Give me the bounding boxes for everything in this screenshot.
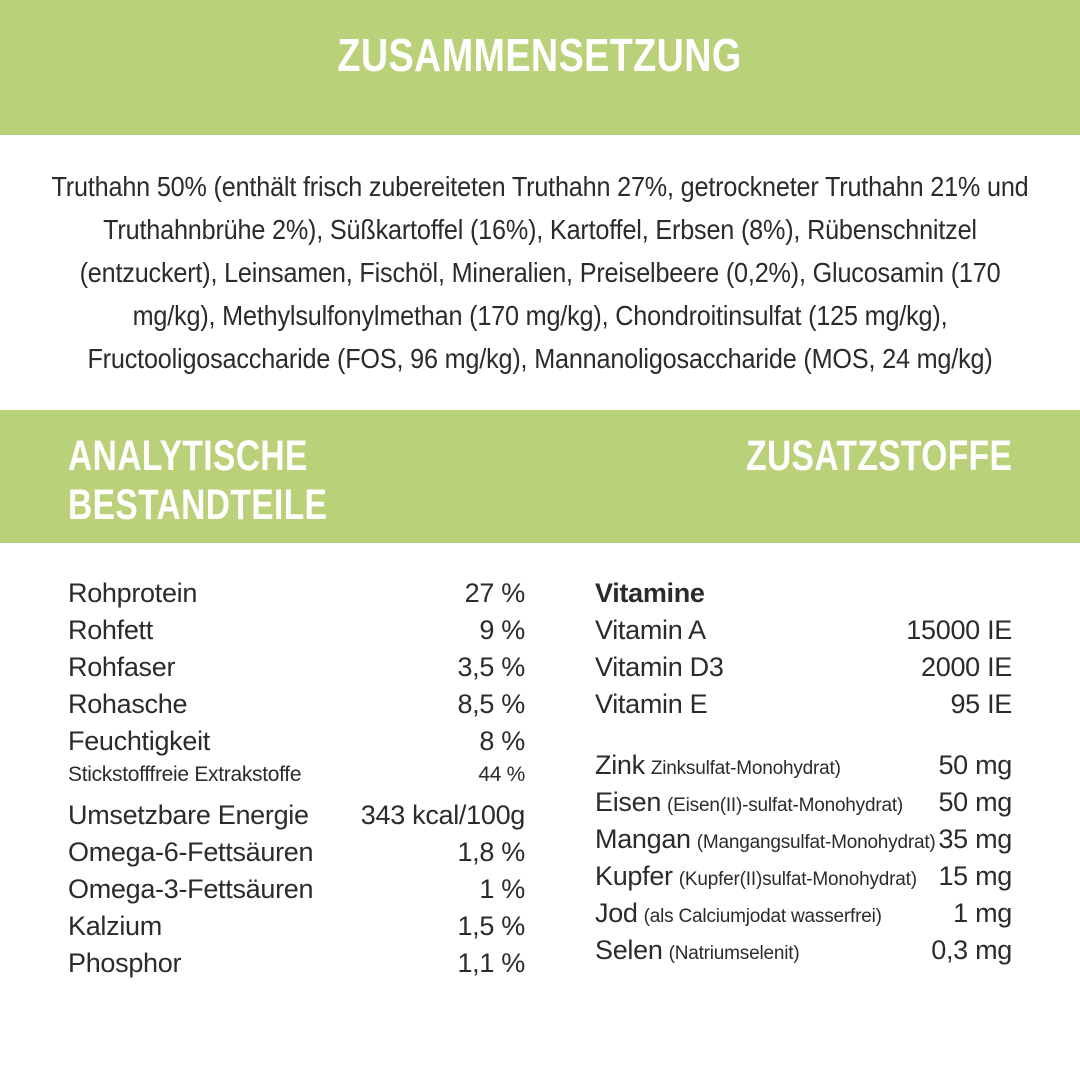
- mineral-row: [595, 824, 1012, 861]
- row-value: 95 IE: [950, 689, 1012, 719]
- composition-banner: [0, 0, 1080, 135]
- analytical-heading: [68, 432, 327, 530]
- row-label: Omega-3-Fettsäuren: [68, 874, 314, 904]
- mineral-label: [595, 898, 882, 929]
- row-value: 50 mg: [938, 750, 1012, 780]
- row-value: 15000 IE: [906, 615, 1012, 645]
- row-value: 8 %: [479, 726, 525, 756]
- row-value: 44 %: [478, 763, 525, 786]
- row-value: 1,5 %: [457, 911, 525, 941]
- analytical-row: [68, 689, 525, 726]
- mineral-note: (Natriumselenit): [668, 943, 800, 964]
- row-value: 1 mg: [953, 898, 1012, 928]
- row-label: Stickstofffreie Extrakstoffe: [68, 763, 302, 786]
- mineral-label: [595, 750, 841, 781]
- row-value: 8,5 %: [457, 689, 525, 719]
- minerals-rows: [595, 750, 1012, 972]
- tables-area: [0, 543, 1080, 985]
- analytical-table: [68, 578, 525, 985]
- mineral-row: [595, 750, 1012, 787]
- row-value: 2000 IE: [921, 652, 1012, 682]
- row-label: Vitamin A: [595, 615, 706, 645]
- vitamins-header: Vitamine: [595, 578, 705, 608]
- analytical-row: [68, 578, 525, 615]
- column-gap: [525, 578, 595, 985]
- additives-heading: ZUSATZSTOFFE: [745, 432, 1012, 480]
- analytical-row: [68, 800, 525, 837]
- row-value: 27 %: [464, 578, 525, 608]
- section-headings-banner: [0, 410, 1080, 543]
- analytical-heading-line1: ANALYTISCHE: [68, 432, 308, 480]
- mineral-label: [595, 787, 903, 818]
- row-value: 15 mg: [938, 861, 1012, 891]
- row-label: Vitamin E: [595, 689, 708, 719]
- row-label: Phosphor: [68, 948, 182, 978]
- row-value: 0,3 mg: [931, 935, 1012, 965]
- analytical-row: [68, 911, 525, 948]
- mineral-note: (Eisen(II)-sulfat-Monohydrat): [667, 795, 904, 816]
- mineral-row: [595, 898, 1012, 935]
- composition-section: [0, 135, 1080, 410]
- mineral-row: [595, 861, 1012, 898]
- vitamin-row: [595, 689, 1012, 726]
- analytical-row: [68, 837, 525, 874]
- row-label: Kalzium: [68, 911, 162, 941]
- row-value: 50 mg: [938, 787, 1012, 817]
- analytical-row: [68, 615, 525, 652]
- mineral-note: (als Calciumjodat wasserfrei): [643, 906, 882, 927]
- mineral-label: [595, 824, 936, 855]
- mineral-name: Zink: [595, 750, 645, 780]
- row-value: 1,1 %: [457, 948, 525, 978]
- row-value: 1,8 %: [457, 837, 525, 867]
- row-label: Feuchtigkeit: [68, 726, 210, 756]
- row-value: 9 %: [479, 615, 525, 645]
- mineral-name: Eisen: [595, 787, 662, 817]
- mineral-name: Jod: [595, 898, 638, 928]
- row-value: 343 kcal/100g: [360, 800, 525, 830]
- vitamin-row: [595, 652, 1012, 689]
- row-label: Rohprotein: [68, 578, 198, 608]
- additives-table: [595, 578, 1012, 985]
- analytical-row: [68, 948, 525, 985]
- analytical-row: [68, 763, 525, 800]
- vitamins-rows: [595, 615, 1012, 726]
- mineral-name: Kupfer: [595, 861, 673, 891]
- mineral-label: [595, 935, 799, 966]
- row-label: Rohfaser: [68, 652, 176, 682]
- mineral-row: [595, 935, 1012, 972]
- composition-title: ZUSAMMENSETZUNG: [337, 29, 743, 81]
- row-label: Rohfett: [68, 615, 153, 645]
- row-label: Rohasche: [68, 689, 188, 719]
- analytical-row: [68, 874, 525, 911]
- vitamins-header-row: [595, 578, 1012, 615]
- row-value: 35 mg: [938, 824, 1012, 854]
- analytical-heading-line2: BESTANDTEILE: [68, 481, 328, 529]
- mineral-row: [595, 787, 1012, 824]
- row-value: 1 %: [479, 874, 525, 904]
- vitamin-row: [595, 615, 1012, 652]
- analytical-row: [68, 726, 525, 763]
- mineral-note: (Kupfer(II)sulfat-Monohydrat): [678, 869, 917, 890]
- mineral-name: Selen: [595, 935, 663, 965]
- row-label: Umsetzbare Energie: [68, 800, 309, 830]
- row-value: 3,5 %: [457, 652, 525, 682]
- mineral-name: Mangan: [595, 824, 691, 854]
- mineral-note: Zinksulfat-Monohydrat): [650, 758, 841, 779]
- mineral-note: (Mangangsulfat-Monohydrat): [696, 832, 936, 853]
- row-label: Omega-6-Fettsäuren: [68, 837, 314, 867]
- analytical-row: [68, 652, 525, 689]
- mineral-label: [595, 861, 917, 892]
- composition-text: Truthahn 50% (enthält frisch zubereiteten Truthahn 27%, getrockneter Truthahn 21% und Truthahnbrühe 2%), Süßkartoffel (16%), Kartoffel, Erbsen (8%), Rübenschnitzel (entzuckert), Leinsamen, Fischöl, Mineralien, Preiselbeere (0,2%), Glucosamin (170 mg/kg), Methylsulfonylmethan (170 mg/kg), Chondroitinsulfat (125 mg/kg), Fructooligosaccharide (FOS, 96 mg/kg), Mannanoligosaccharide (MOS, 24 mg/kg): [51, 171, 1029, 374]
- row-label: Vitamin D3: [595, 652, 724, 682]
